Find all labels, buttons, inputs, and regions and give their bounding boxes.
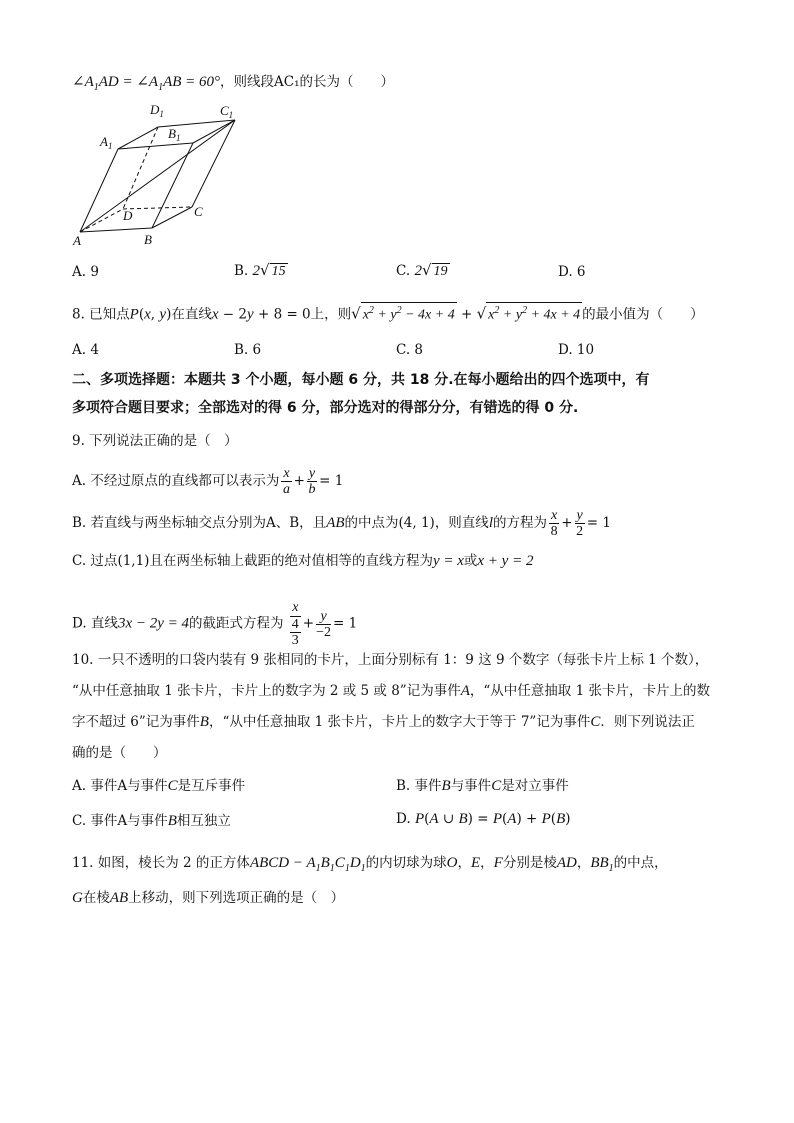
q7-condition: $\angle A_1AD$ = $\angle A_1AB = 60^\circ$ [72,74,221,93]
q7-stem: $\angle A_1AD$ = $\angle A_1AB = 60^\circ$，则线段AC₁的长为（ ） [72,74,395,93]
q9-option-c[interactable]: C. 过点(1,1)且在两坐标轴上截距的绝对值相等的直线方程为y = x或x + y = 2 [72,553,534,569]
q10-option-c[interactable]: C. 事件A与事件B相互独立 [72,813,231,829]
q10-line2: “从中任意抽取 1 张卡片，卡片上的数字为 2 或 5 或 8”记为事件A，“从中任意抽取 1 张卡片，卡片上的数 [72,683,710,699]
label-d: D [123,208,133,223]
label-a: A [73,233,81,248]
label-c1: $C_1$ [220,103,234,120]
label-b: B [144,232,152,247]
q8-option-c[interactable]: C. 8 [396,342,424,358]
q11-line1: 11. 如图，棱长为 2 的正方体ABCD − $A_1B_1C_1D_1$的内切球为球O，E，F分别是棱AD，$BB_1$的中点， [72,855,668,874]
q10-line3: 字不超过 6”记为事件B，“从中任意抽取 1 张卡片，卡片上的数字大于等于 7”记为事件C．则下列说法正 [72,714,695,730]
q7-option-d[interactable]: D. 6 [558,264,586,280]
q7-option-b[interactable]: B. 2√ 15 [234,261,286,279]
q9-option-d[interactable]: D. 直线3x − 2y = 4的截距式方程为 $\frac{x}{\frac{4}{3}}$ + $\frac{y}{-2}$ = 1 [72,600,358,648]
q8-stem: 8. 已知点P(x, y)在直线x − 2y + 8 = 0上，则√ $x^2 + y^2 - 4x + 4$ + √ $x^2 + y^2 + 4x + 4$ 的最小值为（ ） [72,302,704,325]
q7-option-a[interactable]: A. 9 [72,264,99,280]
parallelepiped-figure [70,98,250,253]
q9-option-a[interactable]: A. 不经过原点的直线都可以表示为 $\frac{x}{a}$ + $\frac{y}{b}$ = 1 [72,466,344,497]
label-b1: $B_1$ [168,126,181,143]
q10-option-a[interactable]: A. 事件A与事件C是互斥事件 [72,778,246,794]
section2-heading-line2: 多项符合题目要求；全部选对的得 6 分，部分选对的得部分分，有错选的得 0 分. [72,400,579,416]
q10-line4: 确的是（ ） [72,745,167,761]
q8-option-d[interactable]: D. 10 [558,342,595,358]
q10-option-d[interactable]: D. P(A ∪ B) = P(A) + P(B) [396,811,571,827]
label-c: C [194,204,203,219]
label-a1: $A_1$ [100,134,113,151]
label-d1: $D_1$ [150,102,164,119]
q8-option-b[interactable]: B. 6 [234,342,262,358]
q10-option-b[interactable]: B. 事件B与事件C是对立事件 [396,778,569,794]
q10-line1: 10. 一只不透明的口袋内装有 9 张相同的卡片，上面分别标有 1：9 这 9 个数字（每张卡片上标 1 个数）， [72,652,709,668]
q8-option-a[interactable]: A. 4 [72,342,99,358]
q7-option-c[interactable]: C. 2√ 19 [396,261,448,279]
section2-heading-line1: 二、多项选择题：本题共 3 个小题，每小题 6 分，共 18 分.在每小题给出的四个选项中，有 [72,372,650,388]
q11-line2: G在棱AB上移动，则下列选项正确的是（ ） [72,890,345,906]
q9-stem: 9. 下列说法正确的是（ ） [72,433,238,449]
q9-option-b[interactable]: B. 若直线与两坐标轴交点分别为A、B，且AB的中点为(4, 1)，则直线l的方程为 $\frac{x}{8}$ + $\frac{y}{2}$ = 1 [72,508,611,539]
